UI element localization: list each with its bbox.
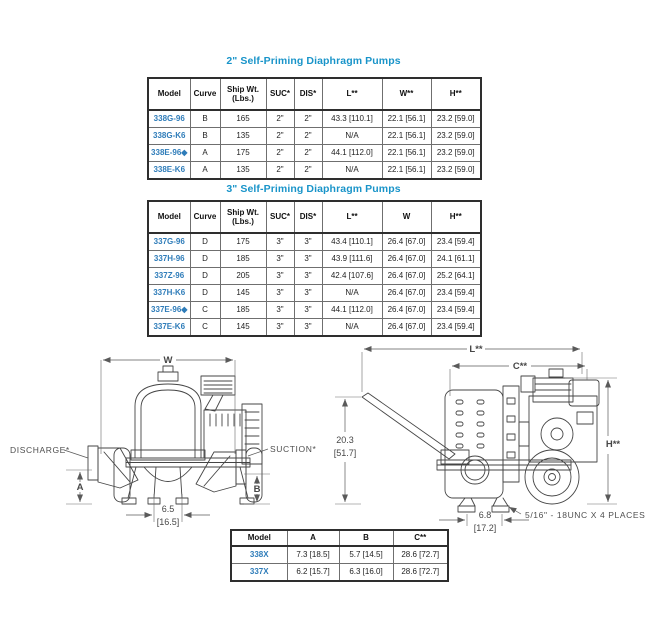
handle-height-cm: [51.7] <box>333 448 357 458</box>
dimension-table <box>230 529 449 582</box>
spec-cell: 43.4 [110.1] <box>322 233 382 251</box>
dim-b-label: B <box>253 484 261 495</box>
column-header: Ship Wt. (Lbs.) <box>220 78 266 110</box>
spec-cell: 22.1 [56.1] <box>382 162 431 180</box>
table-row <box>148 319 481 337</box>
thread-note: 5/16" - 18UNC X 4 PLACES <box>525 510 646 520</box>
spec-cell: 26.4 [67.0] <box>382 302 431 319</box>
spec-cell: 2" <box>266 145 294 162</box>
spec-cell: A <box>190 145 220 162</box>
column-header: SUC* <box>266 78 294 110</box>
spec-cell: 2" <box>266 128 294 145</box>
height-dim-label: H** <box>605 439 621 450</box>
spec-cell: 7.3 [18.5] <box>287 546 339 564</box>
spec-cell: 26.4 [67.0] <box>382 268 431 285</box>
discharge-label: DISCHARGE* <box>10 445 70 455</box>
spec-cell: 135 <box>220 162 266 180</box>
pump-side-art <box>362 369 599 512</box>
spec-cell: N/A <box>322 285 382 302</box>
spec-cell: 24.1 [61.1] <box>431 251 481 268</box>
spec-cell: 23.2 [59.0] <box>431 128 481 145</box>
table-title-2in: 2" Self-Priming Diaphragm Pumps <box>226 55 401 67</box>
spec-cell: 3" <box>266 302 294 319</box>
table-row <box>148 128 481 145</box>
spec-cell: 43.3 [110.1] <box>322 110 382 128</box>
column-header: Ship Wt. (Lbs.) <box>220 201 266 233</box>
column-header: Model <box>231 530 287 546</box>
model-link[interactable]: 337E-K6 <box>148 319 190 337</box>
spec-cell: C <box>190 302 220 319</box>
spec-cell: 44.1 [112.0] <box>322 145 382 162</box>
spec-cell: 23.2 [59.0] <box>431 162 481 180</box>
spec-cell: 175 <box>220 233 266 251</box>
model-link[interactable]: 337G-96 <box>148 233 190 251</box>
spec-cell: 145 <box>220 319 266 337</box>
left-wheel <box>114 448 130 502</box>
column-header: Curve <box>190 78 220 110</box>
spec-cell: D <box>190 233 220 251</box>
dim-c-label: C** <box>512 361 528 372</box>
model-link[interactable]: 338G-96 <box>148 110 190 128</box>
discharge-flange <box>88 446 98 480</box>
pump-casing <box>445 390 503 498</box>
column-header: Curve <box>190 201 220 233</box>
spec-cell: 23.4 [59.4] <box>431 302 481 319</box>
column-header: B <box>339 530 393 546</box>
spec-cell: 165 <box>220 110 266 128</box>
spec-cell: N/A <box>322 162 382 180</box>
air-cleaner <box>201 376 235 395</box>
spec-cell: 26.4 [67.0] <box>382 251 431 268</box>
fuel-cap <box>549 369 563 377</box>
spec-cell: N/A <box>322 319 382 337</box>
bolt-spacing-cm: [17.2] <box>473 523 497 533</box>
base-width-in: 6.5 <box>161 504 175 514</box>
side-view-drawing <box>325 340 650 538</box>
spec-cell: 23.2 [59.0] <box>431 110 481 128</box>
front-view-drawing <box>8 346 330 532</box>
spec-cell: 28.6 [72.7] <box>393 564 448 582</box>
model-link[interactable]: 337H-96 <box>148 251 190 268</box>
table-row <box>148 285 481 302</box>
table-row <box>148 145 481 162</box>
column-header: Model <box>148 201 190 233</box>
spec-cell: 42.4 [107.6] <box>322 268 382 285</box>
spec-cell: 3" <box>266 319 294 337</box>
side-view-dimensions <box>334 344 646 533</box>
spec-cell: 175 <box>220 145 266 162</box>
table-row <box>231 546 448 564</box>
spec-cell: 26.4 [67.0] <box>382 319 431 337</box>
length-dim-label: L** <box>469 344 483 355</box>
table-row <box>148 162 481 180</box>
spec-cell: 185 <box>220 302 266 319</box>
column-header: H** <box>431 201 481 233</box>
spec-cell: 3" <box>266 251 294 268</box>
spec-cell: 43.9 [111.6] <box>322 251 382 268</box>
column-header: DIS* <box>294 78 322 110</box>
handle-height-in: 20.3 <box>336 435 354 445</box>
model-link[interactable]: 338E-K6 <box>148 162 190 180</box>
header-row <box>148 201 481 233</box>
spec-cell: D <box>190 251 220 268</box>
base-width-cm: [16.5] <box>156 517 180 527</box>
column-header: L** <box>322 78 382 110</box>
spec-cell: 3" <box>294 268 322 285</box>
table-title-3in: 3" Self-Priming Diaphragm Pumps <box>226 183 401 195</box>
spec-cell: B <box>190 110 220 128</box>
spec-cell: 3" <box>294 285 322 302</box>
column-header: W <box>382 201 431 233</box>
model-link[interactable]: 338X <box>231 546 287 564</box>
mounting-foot <box>458 506 475 512</box>
column-header: A <box>287 530 339 546</box>
spec-cell: 3" <box>266 233 294 251</box>
spec-cell: 26.4 [67.0] <box>382 233 431 251</box>
spec-cell: C <box>190 319 220 337</box>
spec-cell: 2" <box>266 110 294 128</box>
spec-cell: D <box>190 285 220 302</box>
model-link[interactable]: 337H-K6 <box>148 285 190 302</box>
spec-cell: 22.1 [56.1] <box>382 110 431 128</box>
spec-cell: 22.1 [56.1] <box>382 145 431 162</box>
spec-cell: 22.1 [56.1] <box>382 128 431 145</box>
spec-cell: 205 <box>220 268 266 285</box>
model-link[interactable]: 337Z-96 <box>148 268 190 285</box>
table-row <box>231 564 448 582</box>
model-link[interactable]: 337X <box>231 564 287 582</box>
spec-cell: 2" <box>294 162 322 180</box>
width-dim-label: W <box>163 355 173 366</box>
pump-front-art <box>88 366 262 504</box>
spec-table-2in <box>147 77 482 180</box>
spec-cell: 145 <box>220 285 266 302</box>
spec-cell: 23.4 [59.4] <box>431 319 481 337</box>
spec-table-3in <box>147 200 482 337</box>
spec-cell: 3" <box>294 233 322 251</box>
model-link[interactable]: 338E-96◆ <box>148 145 190 162</box>
suction-label: SUCTION* <box>270 444 317 454</box>
spec-cell: 23.4 [59.4] <box>431 285 481 302</box>
column-header: Model <box>148 78 190 110</box>
spec-cell: 3" <box>266 268 294 285</box>
spec-cell: B <box>190 128 220 145</box>
diaphragm-housing <box>135 384 201 458</box>
spec-cell: 185 <box>220 251 266 268</box>
spec-cell: 44.1 [112.0] <box>322 302 382 319</box>
spec-cell: 6.2 [15.7] <box>287 564 339 582</box>
spec-cell: 3" <box>266 285 294 302</box>
table-row <box>148 251 481 268</box>
spec-cell: N/A <box>322 128 382 145</box>
spec-cell: 5.7 [14.5] <box>339 546 393 564</box>
spec-cell: 2" <box>294 128 322 145</box>
column-header: H** <box>431 78 481 110</box>
spec-cell: 3" <box>294 319 322 337</box>
column-header: DIS* <box>294 201 322 233</box>
dim-a-label: A <box>76 482 84 493</box>
table-row <box>148 110 481 128</box>
spec-cell: 135 <box>220 128 266 145</box>
spec-cell: 6.3 [16.0] <box>339 564 393 582</box>
model-link[interactable]: 337E-96◆ <box>148 302 190 319</box>
spec-cell: 23.4 [59.4] <box>431 233 481 251</box>
spec-cell: 25.2 [64.1] <box>431 268 481 285</box>
spec-cell: 2" <box>294 145 322 162</box>
spec-cell: 2" <box>294 110 322 128</box>
header-row <box>231 530 448 546</box>
recoil-starter <box>541 418 573 450</box>
spec-cell: D <box>190 268 220 285</box>
bolt-spacing-in: 6.8 <box>478 510 492 520</box>
fuel-tank <box>569 380 599 406</box>
model-link[interactable]: 338G-K6 <box>148 128 190 145</box>
mounting-foot <box>492 506 509 512</box>
spec-cell: A <box>190 162 220 180</box>
table-row <box>148 233 481 251</box>
spec-cell: 2" <box>266 162 294 180</box>
spec-cell: 28.6 [72.7] <box>393 546 448 564</box>
header-row <box>148 78 481 110</box>
column-header: SUC* <box>266 201 294 233</box>
column-header: W** <box>382 78 431 110</box>
spec-cell: 26.4 [67.0] <box>382 285 431 302</box>
spec-cell: 3" <box>294 251 322 268</box>
handle <box>362 393 455 459</box>
spec-cell: 23.2 [59.0] <box>431 145 481 162</box>
table-row <box>148 302 481 319</box>
table-row <box>148 268 481 285</box>
column-header: C** <box>393 530 448 546</box>
column-header: L** <box>322 201 382 233</box>
spec-cell: 3" <box>294 302 322 319</box>
